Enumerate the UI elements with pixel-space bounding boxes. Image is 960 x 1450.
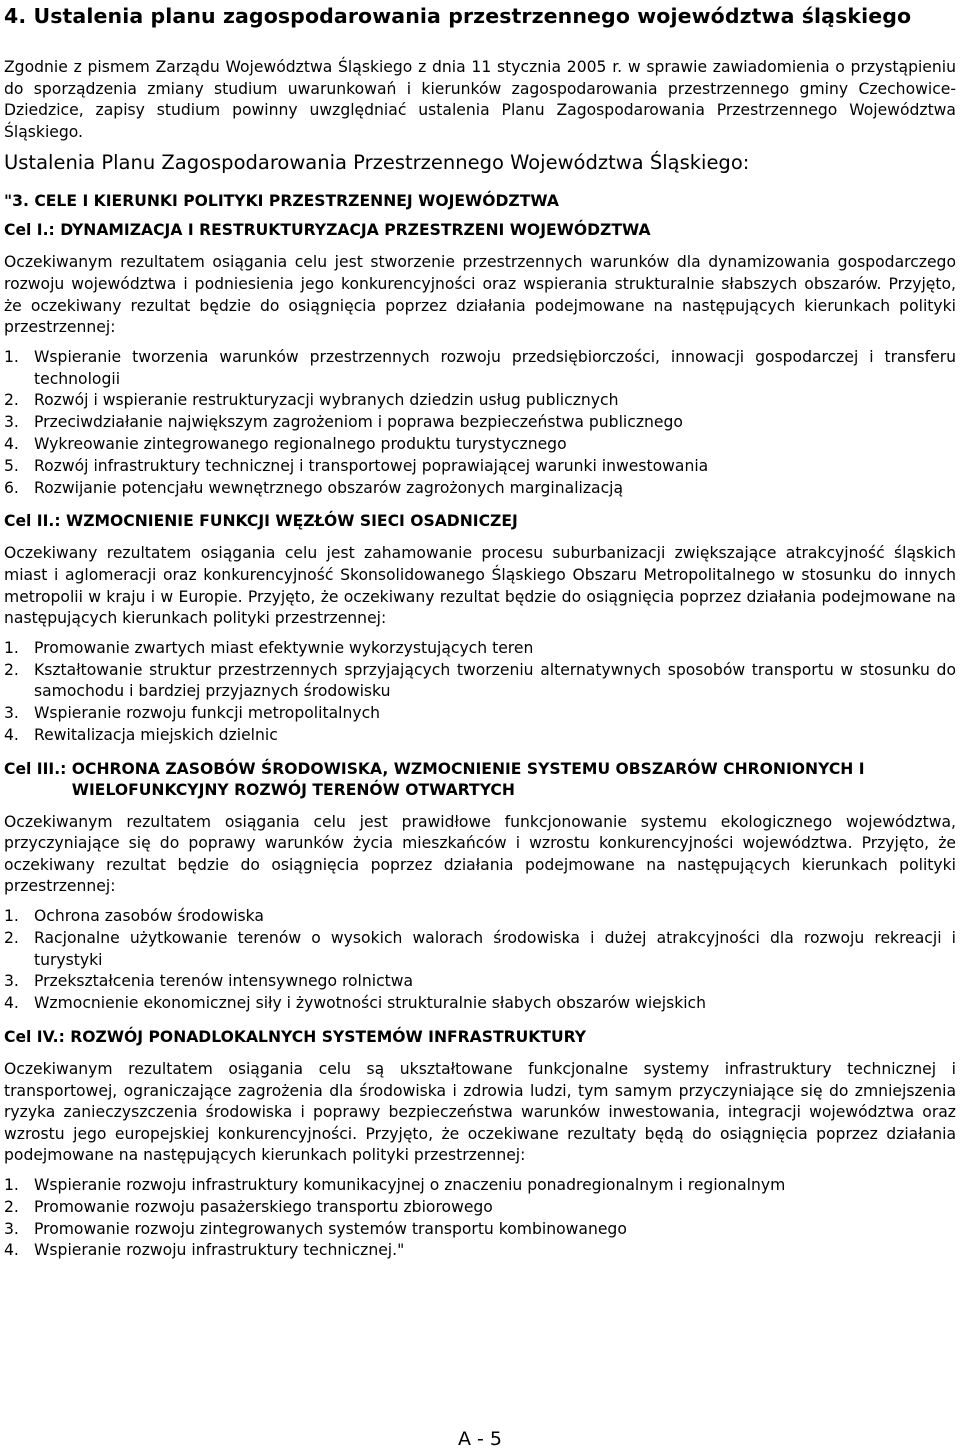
- list-item-text: Wspieranie rozwoju infrastruktury technicznej.": [34, 1241, 405, 1260]
- list-item-text: Promowanie zwartych miast efektywnie wykorzystujących teren: [34, 638, 534, 657]
- list-item-text: Promowanie rozwoju pasażerskiego transportu zbiorowego: [34, 1197, 493, 1216]
- goal-description: Oczekiwanym rezultatem osiągania celu są ukształtowane funkcjonalne systemy infrastruktury technicznej i transportowej, ograniczające zagrożenia dla środowiska i zdrowia ludzi, tym samym przyczyniające się do zmniejszenia ryzyka zanieczyszczenia środowiska i poprawy bezpieczeństwa warunków inwestowania, integracji województwa oraz wzrostu jego europejskiej konkurencyjności. Przyjęto, że oczekiwane rezultaty będą do osiągnięcia poprzez działania podejmowane na następujących kierunkach polityki przestrzennej:: [4, 1060, 956, 1165]
- list-item: [4, 638, 956, 660]
- list-item-text: Wykreowanie zintegrowanego regionalnego produktu turystycznego: [34, 434, 567, 453]
- goals-container: [4, 220, 956, 1262]
- list-item: [4, 993, 956, 1015]
- policy-direction-list: [4, 347, 956, 500]
- goal-heading: [4, 759, 956, 801]
- list-item: [4, 906, 956, 928]
- goal-heading: [4, 220, 956, 241]
- goal-title: WZMOCNIENIE FUNKCJI WĘZŁÓW SIECI OSADNICZEJ: [66, 512, 518, 531]
- list-item-text: Wspieranie rozwoju infrastruktury komunikacyjnej o znaczeniu ponadregionalnym i regionalnym: [34, 1176, 786, 1195]
- section-3-title: "3. CELE I KIERUNKI POLITYKI PRZESTRZENNEJ WOJEWÓDZTWA: [4, 192, 559, 211]
- list-item-number: 3.: [4, 972, 19, 991]
- page-number: A - 5: [457, 1428, 503, 1450]
- list-item-text: Ochrona zasobów środowiska: [34, 907, 264, 926]
- goal-label: Cel II.:: [4, 512, 66, 531]
- list-item: [4, 660, 956, 704]
- list-item-number: 3.: [4, 1219, 19, 1238]
- section-heading: 4. Ustalenia planu zagospodarowania przestrzennego województwa śląskiego: [4, 4, 912, 28]
- list-item-number: 2.: [4, 391, 19, 410]
- list-item: [4, 971, 956, 993]
- intro-paragraph: Zgodnie z pismem Zarządu Województwa Śląskiego z dnia 11 stycznia 2005 r. w sprawie zawiadomienia o przystąpieniu do sporządzenia zmiany studium uwarunkowań i kierunków zagospodarowania przestrzennego gminy Czechowice-Dziedzice, zapisy studium powinny uwzględniać ustalenia Planu Zagospodarowania Przestrzennego Województwa Śląskiego.: [4, 58, 956, 141]
- list-item: [4, 478, 956, 500]
- goal-label: Cel III.:: [4, 759, 72, 778]
- document-page: [4, 0, 956, 1262]
- list-item-text: Wzmocnienie ekonomicznej siły i żywotności strukturalnie słabych obszarów wiejskich: [34, 994, 707, 1013]
- list-item-number: 1.: [4, 907, 19, 926]
- list-item-number: 1.: [4, 638, 19, 657]
- list-item-text: Promowanie rozwoju zintegrowanych systemów transportu kombinowanego: [34, 1219, 627, 1238]
- policy-direction-list: [4, 638, 956, 747]
- list-item-number: 6.: [4, 478, 19, 497]
- goal-description: Oczekiwanym rezultatem osiągania celu jest stworzenie przestrzennych warunków dla dynamizowania gospodarczego rozwoju województwa i podniesienia jego konkurencyjności oraz wspierania strukturalnie słabszych obszarów. Przyjęto, że oczekiwany rezultat będzie do osiągnięcia poprzez działania podejmowane na następujących kierunkach polityki przestrzennej:: [4, 253, 956, 337]
- list-item-text: Wspieranie tworzenia warunków przestrzennych rozwoju przedsiębiorczości, innowacji gospodarczej i transferu technologii: [34, 347, 956, 388]
- list-item: [4, 1219, 956, 1241]
- list-item-text: Rozwijanie potencjału wewnętrznego obszarów zagrożonych marginalizacją: [34, 478, 624, 497]
- list-item-number: 1.: [4, 347, 19, 366]
- list-item-number: 4.: [4, 725, 19, 744]
- list-item-number: 1.: [4, 1176, 19, 1195]
- list-item-number: 2.: [4, 1197, 19, 1216]
- list-item: [4, 412, 956, 434]
- goal-description: Oczekiwany rezultatem osiągania celu jest zahamowanie procesu suburbanizacji zwiększające atrakcyjność śląskich miast i aglomeracji oraz konkurencyjność Skonsolidowanego Śląskiego Obszaru Metropolitalnego w stosunku do innych metropolii w kraju i w Europie. Przyjęto, że oczekiwany rezultat będzie do osiągnięcia poprzez działania podejmowane na następujących kierunkach polityki przestrzennej:: [4, 544, 956, 628]
- list-item-text: Wspieranie rozwoju funkcji metropolitalnych: [34, 704, 381, 723]
- list-item: [4, 703, 956, 725]
- list-item-text: Przekształcenia terenów intensywnego rolnictwa: [34, 972, 414, 991]
- goal-title: DYNAMIZACJA I RESTRUKTURYZACJA PRZESTRZENI WOJEWÓDZTWA: [60, 221, 651, 240]
- list-item: [4, 1175, 956, 1197]
- list-item-number: 2.: [4, 928, 19, 947]
- list-item-text: Rozwój infrastruktury technicznej i transportowej poprawiającej warunki inwestowania: [34, 456, 709, 475]
- list-item-number: 4.: [4, 434, 19, 453]
- list-item: [4, 456, 956, 478]
- list-item: [4, 1197, 956, 1219]
- goal-heading: [4, 1027, 956, 1048]
- list-item-text: Przeciwdziałanie największym zagrożeniom i poprawa bezpieczeństwa publicznego: [34, 413, 683, 432]
- list-item-text: Racjonalne użytkowanie terenów o wysokich walorach środowiska i dużej atrakcyjności dla rozwoju rekreacji i turystyki: [34, 928, 956, 969]
- subheading: Ustalenia Planu Zagospodarowania Przestrzennego Województwa Śląskiego:: [4, 151, 750, 175]
- list-item: [4, 928, 956, 972]
- list-item-number: 4.: [4, 994, 19, 1013]
- list-item: [4, 390, 956, 412]
- list-item-text: Rewitalizacja miejskich dzielnic: [34, 725, 278, 744]
- goal-heading: [4, 511, 956, 532]
- policy-direction-list: [4, 906, 956, 1015]
- policy-direction-list: [4, 1175, 956, 1262]
- list-item-number: 5.: [4, 456, 19, 475]
- goal-label: Cel IV.:: [4, 1028, 71, 1047]
- list-item-text: Kształtowanie struktur przestrzennych sprzyjających tworzeniu alternatywnych sposobów transportu w stosunku do samochodu i bardziej przyjaznych środowisku: [34, 660, 956, 701]
- list-item-number: 2.: [4, 660, 19, 679]
- list-item: [4, 1240, 956, 1262]
- list-item-text: Rozwój i wspieranie restrukturyzacji wybranych dziedzin usług publicznych: [34, 391, 619, 410]
- list-item-number: 4.: [4, 1241, 19, 1260]
- goal-title: ROZWÓJ PONADLOKALNYCH SYSTEMÓW INFRASTRUKTURY: [70, 1028, 587, 1047]
- goal-description: Oczekiwanym rezultatem osiągania celu jest prawidłowe funkcjonowanie systemu ekologicznego województwa, przyczyniające się do poprawy warunków życia mieszkańców i wzrostu konkurencyjności województwa. Przyjęto, że oczekiwany rezultat będzie do osiągnięcia poprzez działania podejmowane na następujących kierunkach polityki przestrzennej:: [4, 812, 956, 896]
- goal-label: Cel I.:: [4, 221, 61, 240]
- list-item: [4, 725, 956, 747]
- list-item: [4, 347, 956, 391]
- goal-title: OCHRONA ZASOBÓW ŚRODOWISKA, WZMOCNIENIE SYSTEMU OBSZARÓW CHRONIONYCH I WIELOFUNKCYJNY ROZWÓJ TERENÓW OTWARTYCH: [71, 759, 865, 799]
- list-item: [4, 434, 956, 456]
- list-item-number: 3.: [4, 704, 19, 723]
- list-item-number: 3.: [4, 413, 19, 432]
